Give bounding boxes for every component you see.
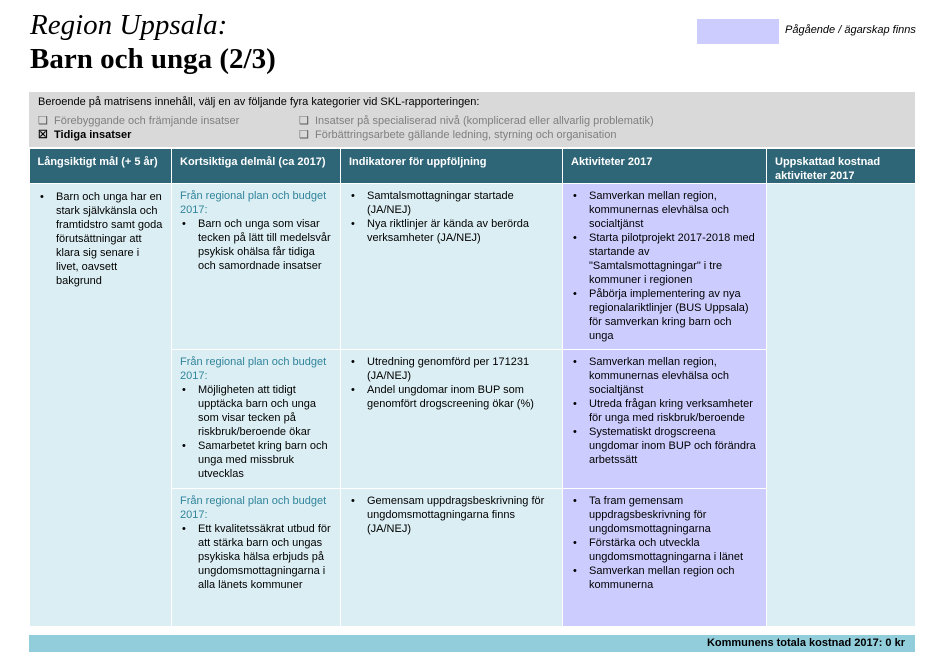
category-option-preventive[interactable] <box>38 114 239 127</box>
category-label: Förbättringsarbete gällande ledning, styrning och organisation <box>315 129 617 141</box>
short-term-cell <box>172 184 341 350</box>
source-label: Från regional plan och budget 2017: <box>180 356 327 382</box>
category-label: Förebyggande och främjande insatser <box>54 115 240 127</box>
column-header-cost: Uppskattad kostnad aktiviteter 2017 <box>767 149 916 184</box>
short-term-goal: • Möjligheten att tidigt upptäcka barn och unga som visar tecken på riskbruk/beroende ökar <box>198 383 332 439</box>
legend-label: Pågående / ägarskap finns <box>785 24 916 36</box>
checkbox-icon[interactable]: ❑ <box>38 115 48 127</box>
activity-item: • Starta pilotprojekt 2017-2018 med startande av "Samtalsmottagningar" i tre kommuner i regionen <box>589 231 758 287</box>
column-header-indicators: Indikatorer för uppföljning <box>341 149 563 184</box>
activity-cell <box>563 184 767 350</box>
indicator-cell <box>341 350 563 489</box>
source-label: Från regional plan och budget 2017: <box>180 495 327 521</box>
short-term-cell <box>172 489 341 627</box>
indicator-item: • Samtalsmottagningar startade (JA/NEJ) <box>367 189 554 217</box>
goals-matrix <box>29 149 916 627</box>
activity-item: • Samverkan mellan region och kommunerna <box>589 564 758 592</box>
activity-cell <box>563 350 767 489</box>
activity-item: • Systematiskt drogscreena ungdomar inom BUP och förändra arbetssätt <box>589 425 758 467</box>
column-header-long-term: Långsiktigt mål (+ 5 år) <box>30 149 172 184</box>
category-panel <box>29 92 915 147</box>
total-cost-label: Kommunens totala kostnad 2017: 0 kr <box>706 637 905 649</box>
checkbox-icon[interactable]: ❑ <box>299 115 309 127</box>
total-cost-bar <box>29 635 915 652</box>
activity-cell <box>563 489 767 627</box>
indicator-item: • Gemensam uppdragsbeskrivning för ungdomsmottagningarna finns (JA/NEJ) <box>367 494 554 536</box>
activity-item: • Samverkan mellan region, kommunernas elevhälsa och socialtjänst <box>589 189 758 231</box>
category-label: Insatser på specialiserad nivå (komplicerad eller allvarlig problematik) <box>315 115 654 127</box>
checked-checkbox-icon[interactable]: ☒ <box>38 129 48 141</box>
activity-item: • Samverkan mellan region, kommunernas elevhälsa och socialtjänst <box>589 355 758 397</box>
category-option-improvement[interactable] <box>299 128 616 141</box>
page-title: Barn och unga (2/3) <box>30 43 276 75</box>
activity-item: • Ta fram gemensam uppdragsbeskrivning för ungdomsmottagningarna <box>589 494 758 536</box>
long-term-goal-cell <box>30 184 172 627</box>
short-term-goal: • Barn och unga som visar tecken på lätt till medelsvår psykisk ohälsa får tidiga och samordnade insatser <box>198 217 332 273</box>
short-term-goal: • Samarbetet kring barn och unga med missbruk utvecklas <box>198 439 332 481</box>
activity-item: • Påbörja implementering av nya regionalariktlinjer (BUS Uppsala) för samverkan kring barn och unga <box>589 287 758 343</box>
short-term-goal: • Ett kvalitetssäkrat utbud för att stärka barn och ungas psykiska hälsa erbjuds på ungdomsmottagningarna i alla länets kommuner <box>198 522 332 592</box>
indicator-cell <box>341 489 563 627</box>
activity-item: • Förstärka och utveckla ungdomsmottagningarna i länet <box>589 536 758 564</box>
category-intro: Beroende på matrisens innehåll, välj en av följande fyra kategorier vid SKL-rapporteringen: <box>38 96 480 108</box>
column-header-activities: Aktiviteter 2017 <box>563 149 767 184</box>
category-label: Tidiga insatser <box>54 129 132 141</box>
category-option-early[interactable] <box>38 128 131 141</box>
cost-cell <box>767 184 916 627</box>
long-term-goal: • Barn och unga har en stark självkänsla och framtidstro samt goda förutsättningar att klara sig senare i livet, oavsett bakgrund <box>56 190 163 288</box>
column-header-short-term: Kortsiktiga delmål (ca 2017) <box>172 149 341 184</box>
indicator-cell <box>341 184 563 350</box>
legend-swatch <box>697 19 779 44</box>
activity-item: • Utreda frågan kring verksamheter för unga med riskbruk/beroende <box>589 397 758 425</box>
indicator-item: • Utredning genomförd per 171231 (JA/NEJ) <box>367 355 554 383</box>
source-label: Från regional plan och budget 2017: <box>180 190 327 216</box>
category-option-specialized[interactable] <box>299 114 654 127</box>
indicator-item: • Nya riktlinjer är kända av berörda verksamheter (JA/NEJ) <box>367 217 554 245</box>
region-title: Region Uppsala: <box>30 9 228 41</box>
short-term-cell <box>172 350 341 489</box>
indicator-item: • Andel ungdomar inom BUP som genomfört drogscreening ökar (%) <box>367 383 554 411</box>
table-row <box>30 184 916 350</box>
matrix-header-row <box>30 149 916 184</box>
checkbox-icon[interactable]: ❑ <box>299 129 309 141</box>
